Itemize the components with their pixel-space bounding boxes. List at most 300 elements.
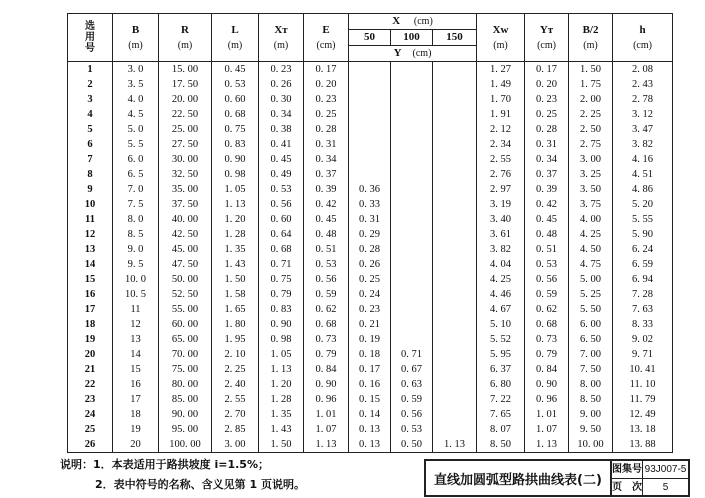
table-cell: 0. 48 bbox=[304, 227, 349, 242]
table-cell: 0. 75 bbox=[212, 122, 259, 137]
table-cell: 40. 00 bbox=[159, 212, 212, 227]
table-cell: 4. 46 bbox=[477, 287, 525, 302]
table-cell: 10. 41 bbox=[613, 362, 673, 377]
table-cell: 6. 50 bbox=[569, 332, 613, 347]
table-cell: 0. 26 bbox=[259, 77, 304, 92]
table-cell: 7. 28 bbox=[613, 287, 673, 302]
table-cell: 1. 01 bbox=[525, 407, 569, 422]
atlas-label: 图集号 bbox=[612, 461, 643, 478]
table-cell: 9. 5 bbox=[113, 257, 159, 272]
table-cell: 50. 00 bbox=[159, 272, 212, 287]
table-cell: 11. 10 bbox=[613, 377, 673, 392]
row-number-cell: 23 bbox=[68, 392, 113, 407]
table-cell bbox=[433, 317, 477, 332]
row-number-cell: 4 bbox=[68, 107, 113, 122]
header-B2: B/2 (m) bbox=[569, 14, 613, 62]
table-cell: 0. 51 bbox=[304, 242, 349, 257]
table-cell: 1. 07 bbox=[304, 422, 349, 437]
table-cell: 4. 25 bbox=[477, 272, 525, 287]
table-row bbox=[68, 272, 673, 287]
table-cell: 0. 31 bbox=[304, 137, 349, 152]
table-cell: 0. 68 bbox=[304, 317, 349, 332]
table-cell: 13. 88 bbox=[613, 437, 673, 453]
table-cell: 0. 75 bbox=[259, 272, 304, 287]
table-cell: 0. 45 bbox=[212, 62, 259, 78]
table-cell: 9. 50 bbox=[569, 422, 613, 437]
header-XW: Xᴡ (m) bbox=[477, 14, 525, 62]
table-cell: 0. 83 bbox=[259, 302, 304, 317]
table-cell: 6. 24 bbox=[613, 242, 673, 257]
table-cell: 2. 50 bbox=[569, 122, 613, 137]
table-cell: 3. 5 bbox=[113, 77, 159, 92]
table-cell bbox=[433, 212, 477, 227]
table-cell bbox=[433, 272, 477, 287]
table-cell: 8. 5 bbox=[113, 227, 159, 242]
table-cell: 30. 00 bbox=[159, 152, 212, 167]
table-cell: 70. 00 bbox=[159, 347, 212, 362]
table-cell: 0. 79 bbox=[259, 287, 304, 302]
table-cell: 0. 96 bbox=[304, 392, 349, 407]
row-number-cell: 25 bbox=[68, 422, 113, 437]
table-cell: 9. 00 bbox=[569, 407, 613, 422]
table-cell: 0. 90 bbox=[259, 317, 304, 332]
table-cell: 2. 25 bbox=[212, 362, 259, 377]
table-cell bbox=[433, 197, 477, 212]
header-E: E (cm) bbox=[304, 14, 349, 62]
table-cell: 5. 50 bbox=[569, 302, 613, 317]
table-cell: 6. 5 bbox=[113, 167, 159, 182]
header-X-150: 150 bbox=[433, 30, 477, 46]
table-cell: 0. 37 bbox=[304, 167, 349, 182]
table-cell: 0. 59 bbox=[304, 287, 349, 302]
table-cell bbox=[433, 302, 477, 317]
header-B: B (m) bbox=[113, 14, 159, 62]
table-cell: 0. 83 bbox=[212, 137, 259, 152]
table-row bbox=[68, 122, 673, 137]
table-cell: 3. 61 bbox=[477, 227, 525, 242]
table-cell: 1. 28 bbox=[259, 392, 304, 407]
table-body bbox=[68, 62, 673, 453]
header-R: R (m) bbox=[159, 14, 212, 62]
table-cell: 5. 52 bbox=[477, 332, 525, 347]
table-cell: 1. 43 bbox=[212, 257, 259, 272]
table-cell: 1. 05 bbox=[212, 182, 259, 197]
table-cell bbox=[433, 152, 477, 167]
header-select-no-2: 用 bbox=[85, 32, 95, 43]
table-cell: 13. 18 bbox=[613, 422, 673, 437]
table-cell: 3. 12 bbox=[613, 107, 673, 122]
table-cell: 3. 0 bbox=[113, 62, 159, 78]
table-cell: 20 bbox=[113, 437, 159, 453]
row-number-cell: 17 bbox=[68, 302, 113, 317]
header-X-100: 100 bbox=[391, 30, 433, 46]
table-cell: 1. 35 bbox=[212, 242, 259, 257]
table-cell: 0. 14 bbox=[349, 407, 391, 422]
table-row bbox=[68, 152, 673, 167]
table-cell bbox=[391, 257, 433, 272]
table-cell: 0. 38 bbox=[259, 122, 304, 137]
table-cell: 0. 17 bbox=[525, 62, 569, 78]
row-number-cell: 20 bbox=[68, 347, 113, 362]
table-cell: 7. 50 bbox=[569, 362, 613, 377]
table-cell: 0. 53 bbox=[525, 257, 569, 272]
table-cell: 8. 00 bbox=[569, 377, 613, 392]
table-cell: 5. 10 bbox=[477, 317, 525, 332]
table-cell bbox=[349, 122, 391, 137]
table-cell: 0. 56 bbox=[391, 407, 433, 422]
table-cell: 0. 21 bbox=[349, 317, 391, 332]
table-cell: 0. 53 bbox=[391, 422, 433, 437]
table-cell: 12 bbox=[113, 317, 159, 332]
table-cell: 0. 20 bbox=[304, 77, 349, 92]
table-cell: 0. 23 bbox=[259, 62, 304, 78]
table-cell: 0. 67 bbox=[391, 362, 433, 377]
table-cell: 95. 00 bbox=[159, 422, 212, 437]
table-cell: 7. 5 bbox=[113, 197, 159, 212]
table-cell: 5. 00 bbox=[569, 272, 613, 287]
header-Y: Y (cm) bbox=[349, 46, 477, 62]
table-cell bbox=[349, 77, 391, 92]
table-row bbox=[68, 167, 673, 182]
table-cell: 5. 55 bbox=[613, 212, 673, 227]
table-cell: 7. 0 bbox=[113, 182, 159, 197]
table-cell bbox=[391, 287, 433, 302]
table-cell: 6. 0 bbox=[113, 152, 159, 167]
table-cell: 55. 00 bbox=[159, 302, 212, 317]
table-cell: 4. 16 bbox=[613, 152, 673, 167]
table-cell: 0. 34 bbox=[304, 152, 349, 167]
table-cell: 4. 04 bbox=[477, 257, 525, 272]
table-cell: 3. 40 bbox=[477, 212, 525, 227]
table-cell: 0. 98 bbox=[259, 332, 304, 347]
page-number: 5 bbox=[662, 482, 669, 493]
table-cell bbox=[349, 167, 391, 182]
table-cell: 2. 00 bbox=[569, 92, 613, 107]
page-label: 页 次 bbox=[612, 479, 643, 496]
table-cell: 0. 71 bbox=[391, 347, 433, 362]
table-cell: 0. 53 bbox=[259, 182, 304, 197]
table-cell: 2. 10 bbox=[212, 347, 259, 362]
table-cell: 4. 50 bbox=[569, 242, 613, 257]
table-cell: 7. 65 bbox=[477, 407, 525, 422]
table-cell: 0. 34 bbox=[525, 152, 569, 167]
table-cell: 0. 30 bbox=[259, 92, 304, 107]
header-L: L (m) bbox=[212, 14, 259, 62]
table-row bbox=[68, 347, 673, 362]
table-row bbox=[68, 332, 673, 347]
table-cell: 0. 45 bbox=[525, 212, 569, 227]
table-cell: 1. 05 bbox=[259, 347, 304, 362]
table-cell: 0. 53 bbox=[212, 77, 259, 92]
table-cell bbox=[391, 137, 433, 152]
table-cell: 1. 07 bbox=[525, 422, 569, 437]
table-cell: 0. 56 bbox=[304, 272, 349, 287]
table-cell: 0. 53 bbox=[304, 257, 349, 272]
table-cell: 1. 50 bbox=[569, 62, 613, 78]
table-row bbox=[68, 377, 673, 392]
table-cell: 27. 50 bbox=[159, 137, 212, 152]
table-cell: 0. 73 bbox=[304, 332, 349, 347]
table-cell: 8. 0 bbox=[113, 212, 159, 227]
row-number-cell: 14 bbox=[68, 257, 113, 272]
row-number-cell: 22 bbox=[68, 377, 113, 392]
table-cell: 0. 45 bbox=[304, 212, 349, 227]
table-cell: 0. 29 bbox=[349, 227, 391, 242]
table-cell: 2. 55 bbox=[212, 392, 259, 407]
table-cell bbox=[433, 137, 477, 152]
table-cell bbox=[391, 242, 433, 257]
table-cell: 0. 64 bbox=[259, 227, 304, 242]
table-cell: 0. 68 bbox=[212, 107, 259, 122]
table-cell bbox=[349, 137, 391, 152]
table-cell: 10. 00 bbox=[569, 437, 613, 453]
header-select-no-3: 号 bbox=[85, 43, 95, 54]
table-cell: 1. 50 bbox=[212, 272, 259, 287]
table-cell: 0. 60 bbox=[259, 212, 304, 227]
table-cell: 5. 0 bbox=[113, 122, 159, 137]
table-cell: 0. 23 bbox=[304, 92, 349, 107]
table-cell: 90. 00 bbox=[159, 407, 212, 422]
table-row bbox=[68, 242, 673, 257]
table-cell: 0. 31 bbox=[525, 137, 569, 152]
table-cell: 7. 63 bbox=[613, 302, 673, 317]
title-block-info bbox=[612, 459, 690, 497]
table-cell: 0. 63 bbox=[391, 377, 433, 392]
table-cell bbox=[349, 152, 391, 167]
table-row bbox=[68, 422, 673, 437]
table-cell: 32. 50 bbox=[159, 167, 212, 182]
table-cell: 4. 51 bbox=[613, 167, 673, 182]
table-cell: 1. 27 bbox=[477, 62, 525, 78]
table-cell bbox=[433, 227, 477, 242]
table-cell: 2. 12 bbox=[477, 122, 525, 137]
table-cell: 15. 00 bbox=[159, 62, 212, 78]
table-cell: 0. 56 bbox=[259, 197, 304, 212]
table-cell bbox=[391, 107, 433, 122]
table-cell: 7. 00 bbox=[569, 347, 613, 362]
table-cell: 3. 82 bbox=[477, 242, 525, 257]
note-2: 2．表中符号的名称、含义见第 1 页说明。 bbox=[95, 478, 305, 491]
table-cell: 11 bbox=[113, 302, 159, 317]
drawing-title: 直线加圆弧型路拱曲线表(二) bbox=[424, 459, 612, 497]
table-cell bbox=[391, 227, 433, 242]
table-cell: 1. 95 bbox=[212, 332, 259, 347]
table-cell bbox=[391, 92, 433, 107]
table-cell: 1. 50 bbox=[259, 437, 304, 453]
table-cell: 0. 42 bbox=[304, 197, 349, 212]
table-cell: 1. 43 bbox=[259, 422, 304, 437]
table-cell: 0. 79 bbox=[525, 347, 569, 362]
table-cell: 5. 5 bbox=[113, 137, 159, 152]
table-cell: 0. 73 bbox=[525, 332, 569, 347]
table-row bbox=[68, 107, 673, 122]
table-cell: 20. 00 bbox=[159, 92, 212, 107]
table-cell: 2. 78 bbox=[613, 92, 673, 107]
table-cell: 0. 28 bbox=[349, 242, 391, 257]
table-cell: 0. 26 bbox=[349, 257, 391, 272]
row-number-cell: 19 bbox=[68, 332, 113, 347]
table-cell bbox=[433, 182, 477, 197]
header-XT: Xᴛ (m) bbox=[259, 14, 304, 62]
table-cell: 1. 20 bbox=[212, 212, 259, 227]
table-cell: 4. 00 bbox=[569, 212, 613, 227]
table-cell: 0. 59 bbox=[525, 287, 569, 302]
row-number-cell: 21 bbox=[68, 362, 113, 377]
table-row bbox=[68, 302, 673, 317]
table-row bbox=[68, 77, 673, 92]
table-cell: 1. 01 bbox=[304, 407, 349, 422]
table-cell: 4. 67 bbox=[477, 302, 525, 317]
atlas-number: 93J007-5 bbox=[644, 464, 687, 475]
row-number-cell: 11 bbox=[68, 212, 113, 227]
table-cell: 0. 34 bbox=[259, 107, 304, 122]
table-cell: 5. 95 bbox=[477, 347, 525, 362]
header-h: h (cm) bbox=[613, 14, 673, 62]
table-row bbox=[68, 362, 673, 377]
table-cell bbox=[391, 272, 433, 287]
table-cell: 0. 49 bbox=[259, 167, 304, 182]
table-cell: 22. 50 bbox=[159, 107, 212, 122]
table-cell: 0. 48 bbox=[525, 227, 569, 242]
table-cell bbox=[391, 122, 433, 137]
row-number-cell: 18 bbox=[68, 317, 113, 332]
table-row bbox=[68, 137, 673, 152]
table-cell: 1. 80 bbox=[212, 317, 259, 332]
table-cell: 0. 68 bbox=[259, 242, 304, 257]
table-cell: 25. 00 bbox=[159, 122, 212, 137]
table-cell: 15 bbox=[113, 362, 159, 377]
table-cell: 14 bbox=[113, 347, 159, 362]
table-cell: 0. 62 bbox=[304, 302, 349, 317]
table-cell: 1. 91 bbox=[477, 107, 525, 122]
header-X-50: 50 bbox=[349, 30, 391, 46]
table-cell: 2. 40 bbox=[212, 377, 259, 392]
table-cell bbox=[433, 77, 477, 92]
table-cell: 0. 31 bbox=[349, 212, 391, 227]
table-cell: 11. 79 bbox=[613, 392, 673, 407]
table-cell: 19 bbox=[113, 422, 159, 437]
table-cell bbox=[433, 407, 477, 422]
table-cell: 0. 33 bbox=[349, 197, 391, 212]
table-cell: 0. 62 bbox=[525, 302, 569, 317]
table-cell: 2. 75 bbox=[569, 137, 613, 152]
table-cell: 0. 13 bbox=[349, 422, 391, 437]
table-cell: 0. 13 bbox=[349, 437, 391, 453]
table-cell bbox=[349, 62, 391, 78]
table-cell: 0. 16 bbox=[349, 377, 391, 392]
table-cell: 6. 59 bbox=[613, 257, 673, 272]
table-row bbox=[68, 62, 673, 78]
table-cell bbox=[433, 257, 477, 272]
table-cell: 9. 71 bbox=[613, 347, 673, 362]
table-cell bbox=[433, 422, 477, 437]
table-cell: 1. 13 bbox=[433, 437, 477, 453]
table-cell: 0. 25 bbox=[349, 272, 391, 287]
table-cell: 6. 94 bbox=[613, 272, 673, 287]
table-cell: 3. 82 bbox=[613, 137, 673, 152]
row-number-cell: 5 bbox=[68, 122, 113, 137]
table-cell: 0. 59 bbox=[391, 392, 433, 407]
table-cell bbox=[433, 392, 477, 407]
table-cell: 2. 08 bbox=[613, 62, 673, 78]
table-cell: 1. 13 bbox=[259, 362, 304, 377]
table-cell: 0. 20 bbox=[525, 77, 569, 92]
table-cell bbox=[433, 362, 477, 377]
table-cell: 0. 25 bbox=[525, 107, 569, 122]
table-cell: 2. 25 bbox=[569, 107, 613, 122]
table-cell bbox=[391, 212, 433, 227]
table-cell: 4. 0 bbox=[113, 92, 159, 107]
table-cell: 80. 00 bbox=[159, 377, 212, 392]
table-row bbox=[68, 257, 673, 272]
table-cell: 5. 20 bbox=[613, 197, 673, 212]
table-row bbox=[68, 437, 673, 453]
header-select-no-1: 选 bbox=[85, 21, 95, 32]
table-cell: 4. 25 bbox=[569, 227, 613, 242]
table-cell: 8. 50 bbox=[569, 392, 613, 407]
table-cell: 35. 00 bbox=[159, 182, 212, 197]
table-cell: 45. 00 bbox=[159, 242, 212, 257]
row-number-cell: 24 bbox=[68, 407, 113, 422]
table-cell: 0. 56 bbox=[525, 272, 569, 287]
table-row bbox=[68, 92, 673, 107]
table-cell: 47. 50 bbox=[159, 257, 212, 272]
table-row bbox=[68, 212, 673, 227]
table-cell: 1. 28 bbox=[212, 227, 259, 242]
table-cell: 0. 23 bbox=[349, 302, 391, 317]
curve-table bbox=[67, 13, 673, 453]
table-cell: 0. 71 bbox=[259, 257, 304, 272]
table-cell: 4. 86 bbox=[613, 182, 673, 197]
table-cell: 0. 42 bbox=[525, 197, 569, 212]
table-cell bbox=[391, 182, 433, 197]
table-cell: 0. 39 bbox=[525, 182, 569, 197]
table-cell: 60. 00 bbox=[159, 317, 212, 332]
table-cell: 2. 34 bbox=[477, 137, 525, 152]
table-cell: 6. 80 bbox=[477, 377, 525, 392]
table-cell: 0. 28 bbox=[525, 122, 569, 137]
row-number-cell: 6 bbox=[68, 137, 113, 152]
table-cell: 0. 79 bbox=[304, 347, 349, 362]
table-cell bbox=[433, 92, 477, 107]
table-cell: 3. 00 bbox=[569, 152, 613, 167]
table-cell: 6. 37 bbox=[477, 362, 525, 377]
table-cell: 0. 25 bbox=[304, 107, 349, 122]
table-cell: 0. 23 bbox=[525, 92, 569, 107]
row-number-cell: 2 bbox=[68, 77, 113, 92]
header-YT: Yᴛ (cm) bbox=[525, 14, 569, 62]
table-cell bbox=[433, 62, 477, 78]
table-cell: 0. 17 bbox=[349, 362, 391, 377]
table-cell: 1. 58 bbox=[212, 287, 259, 302]
table-cell: 6. 00 bbox=[569, 317, 613, 332]
table-cell: 0. 96 bbox=[525, 392, 569, 407]
table-cell bbox=[433, 287, 477, 302]
table-cell: 0. 37 bbox=[525, 167, 569, 182]
table-cell: 1. 70 bbox=[477, 92, 525, 107]
row-number-cell: 16 bbox=[68, 287, 113, 302]
table-cell bbox=[349, 107, 391, 122]
table-cell: 75. 00 bbox=[159, 362, 212, 377]
table-cell: 2. 43 bbox=[613, 77, 673, 92]
table-cell: 85. 00 bbox=[159, 392, 212, 407]
table-cell bbox=[433, 107, 477, 122]
table-cell: 9. 0 bbox=[113, 242, 159, 257]
table-cell: 0. 15 bbox=[349, 392, 391, 407]
table-cell: 7. 22 bbox=[477, 392, 525, 407]
table-cell bbox=[433, 377, 477, 392]
table-cell: 3. 47 bbox=[613, 122, 673, 137]
